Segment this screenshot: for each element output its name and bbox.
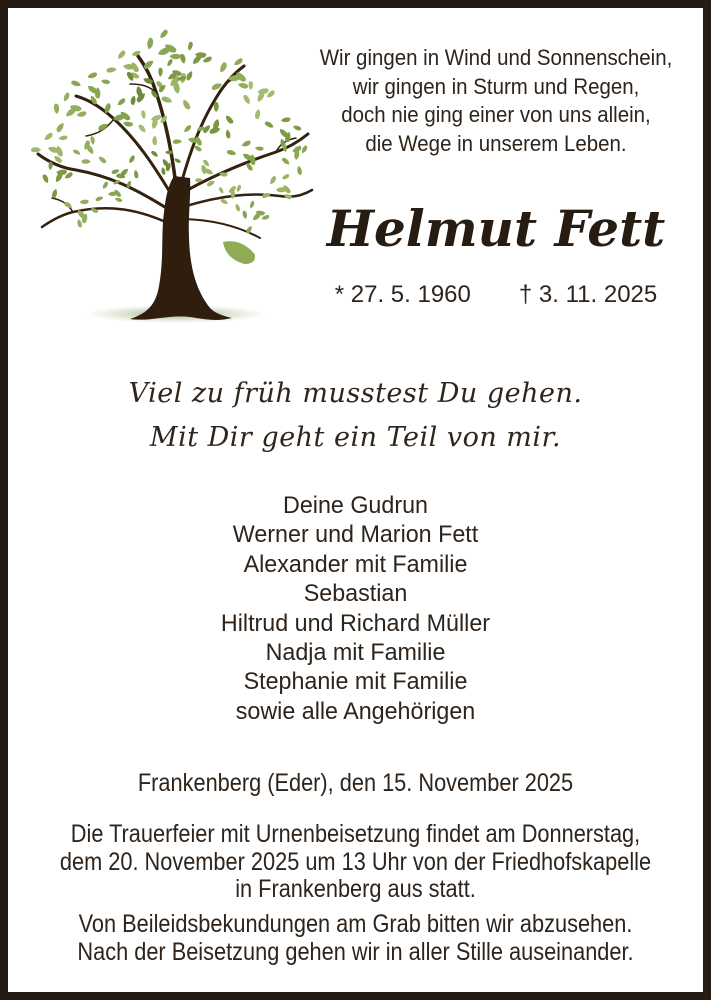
verse-line: wir gingen in Sturm und Regen, xyxy=(352,73,640,99)
death-date: † 3. 11. 2025 xyxy=(518,281,658,308)
mourner-name: Nadja mit Familie xyxy=(265,639,446,667)
falling-leaf-icon xyxy=(219,233,258,270)
mourner-name: Werner und Marion Fett xyxy=(232,521,479,549)
opening-verse xyxy=(301,44,692,158)
verse-line: Wir gingen in Wind und Sonnenschein, xyxy=(319,45,673,70)
funeral-line: in Frankenberg aus statt. xyxy=(235,875,476,904)
mourner-name: Sebastian xyxy=(303,580,408,608)
farewell-line: Mit Dir geht ein Teil von mir. xyxy=(149,422,562,453)
tree-icon xyxy=(18,24,323,336)
farewell-verse xyxy=(8,372,703,460)
mourner-name: Stephanie mit Familie xyxy=(243,668,468,696)
mourner-name: Alexander mit Familie xyxy=(243,550,468,578)
mourners-list xyxy=(18,491,692,726)
condolence-note xyxy=(53,911,658,966)
verse-line: die Wege in unserem Leben. xyxy=(365,130,627,156)
memorial-tree-illustration xyxy=(18,24,323,336)
birth-date: * 27. 5. 1960 xyxy=(334,281,471,308)
place-dateline: Frankenberg (Eder), den 15. November 2025 xyxy=(137,769,574,797)
funeral-line: dem 20. November 2025 um 13 Uhr von der Friedhofskapelle xyxy=(59,847,652,876)
life-dates xyxy=(286,281,706,309)
mourner-name: Hiltrud und Richard Müller xyxy=(220,609,491,637)
condolence-line: Nach der Beisetzung gehen wir in aller Stille auseinander. xyxy=(77,937,634,966)
verse-line: doch nie ging einer von uns allein, xyxy=(341,102,651,127)
mourner-name: sowie alle Angehörigen xyxy=(235,697,476,725)
farewell-line: Viel zu früh musstest Du gehen. xyxy=(128,378,583,409)
mourner-name: Deine Gudrun xyxy=(283,492,428,519)
funeral-details xyxy=(53,821,658,904)
deceased-name: Helmut Fett xyxy=(326,199,666,258)
condolence-line: Von Beileidsbekundungen am Grab bitten wir abzusehen. xyxy=(78,910,633,938)
funeral-line: Die Trauerfeier mit Urnenbeisetzung findet am Donnerstag, xyxy=(70,820,641,848)
